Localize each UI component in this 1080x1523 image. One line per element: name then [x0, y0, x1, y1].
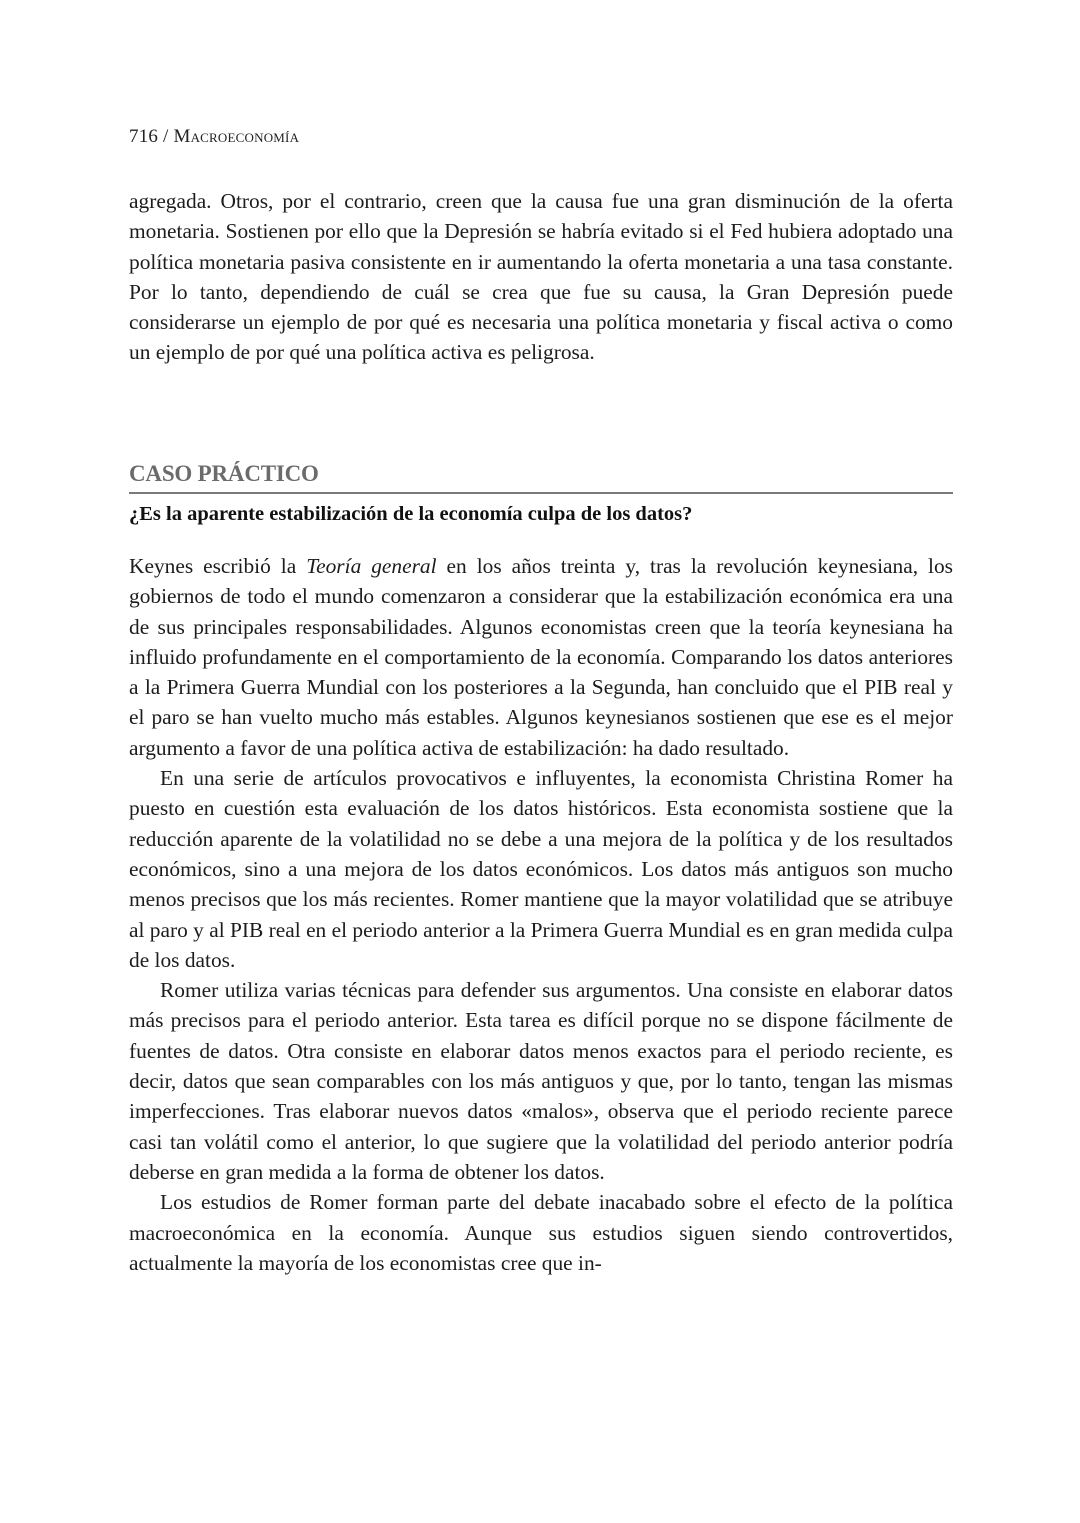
case-study-title: ¿Es la aparente estabilización de la economía culpa de los datos? [129, 503, 693, 525]
page-number: 716 [129, 126, 159, 147]
book-title-italic: Teoría general [306, 554, 437, 578]
intro-paragraph: agregada. Otros, por el contrario, creen que la causa fue una gran disminución de la oferta monetaria. Sostienen por ello que la Depresión se habría evitado si el Fed hubiera adoptado una política monetaria pasiva consistente en ir aumentando la oferta monetaria a una tasa constante. Por lo tanto, dependiendo de cuál se crea que fue su causa, la Gran Depresión puede considerarse un ejemplo de por qué es necesaria una política monetaria y fiscal activa o como un ejemplo de por qué una política activa es peligrosa. [129, 189, 953, 365]
case-study-body [129, 551, 953, 1278]
book-title: Macroeconomía [173, 126, 300, 147]
case-study-label: CASO PRÁCTICO [129, 459, 953, 494]
running-header [129, 126, 299, 148]
header-separator: / [158, 126, 174, 147]
case-p1-lead: Keynes escribió la [129, 554, 307, 578]
intro-section [129, 186, 953, 368]
case-paragraph-3: Romer utiliza varias técnicas para defender sus argumentos. Una consiste en elaborar datos más precisos para el periodo anterior. Esta tarea es difícil porque no se dispone fácilmente de fuentes de datos. Otra consiste en elaborar datos menos exactos para el periodo reciente, es decir, datos que sean comparables con los más antiguos y que, por lo tanto, tengan las mismas imperfecciones. Tras elaborar nuevos datos «malos», observa que el periodo reciente parece casi tan volátil como el anterior, lo que sugiere que la volatilidad del periodo anterior podría deberse en gran medida a la forma de obtener los datos. [129, 978, 953, 1184]
case-paragraph-2: En una serie de artículos provocativos e influyentes, la economista Christina Romer ha puesto en cuestión esta evaluación de los datos históricos. Esta economista sostiene que la reducción aparente de la volatilidad no se debe a una mejora de la política y de los resultados económicos, sino a una mejora de los datos económicos. Los datos más antiguos son mucho menos precisos que los más recientes. Romer mantiene que la mayor volatilidad que se atribuye al paro y al PIB real en el periodo anterior a la Primera Guerra Mundial es en gran medida culpa de los datos. [129, 766, 953, 972]
case-p1-rest: en los años treinta y, tras la revolución keynesiana, los gobiernos de todo el mundo comenzaron a considerar que la estabilización económica era una de sus principales responsabilidades. Algunos economistas creen que la teoría keynesiana ha influido profundamente en el comportamiento de la economía. Comparando los datos anteriores a la Primera Guerra Mundial con los posteriores a la Segunda, han concluido que el PIB real y el paro se han vuelto mucho más estables. Algunos keynesianos sostienen que ese es el mejor argumento a favor de una política activa de estabilización: ha dado resultado. [129, 554, 953, 760]
case-paragraph-4: Los estudios de Romer forman parte del debate inacabado sobre el efecto de la política macroeconómica en la economía. Aunque sus estudios siguen siendo controvertidos, actualmente la mayoría de los economistas cree que in- [129, 1190, 953, 1275]
case-paragraph-1 [129, 551, 953, 763]
case-study-header [129, 459, 953, 528]
